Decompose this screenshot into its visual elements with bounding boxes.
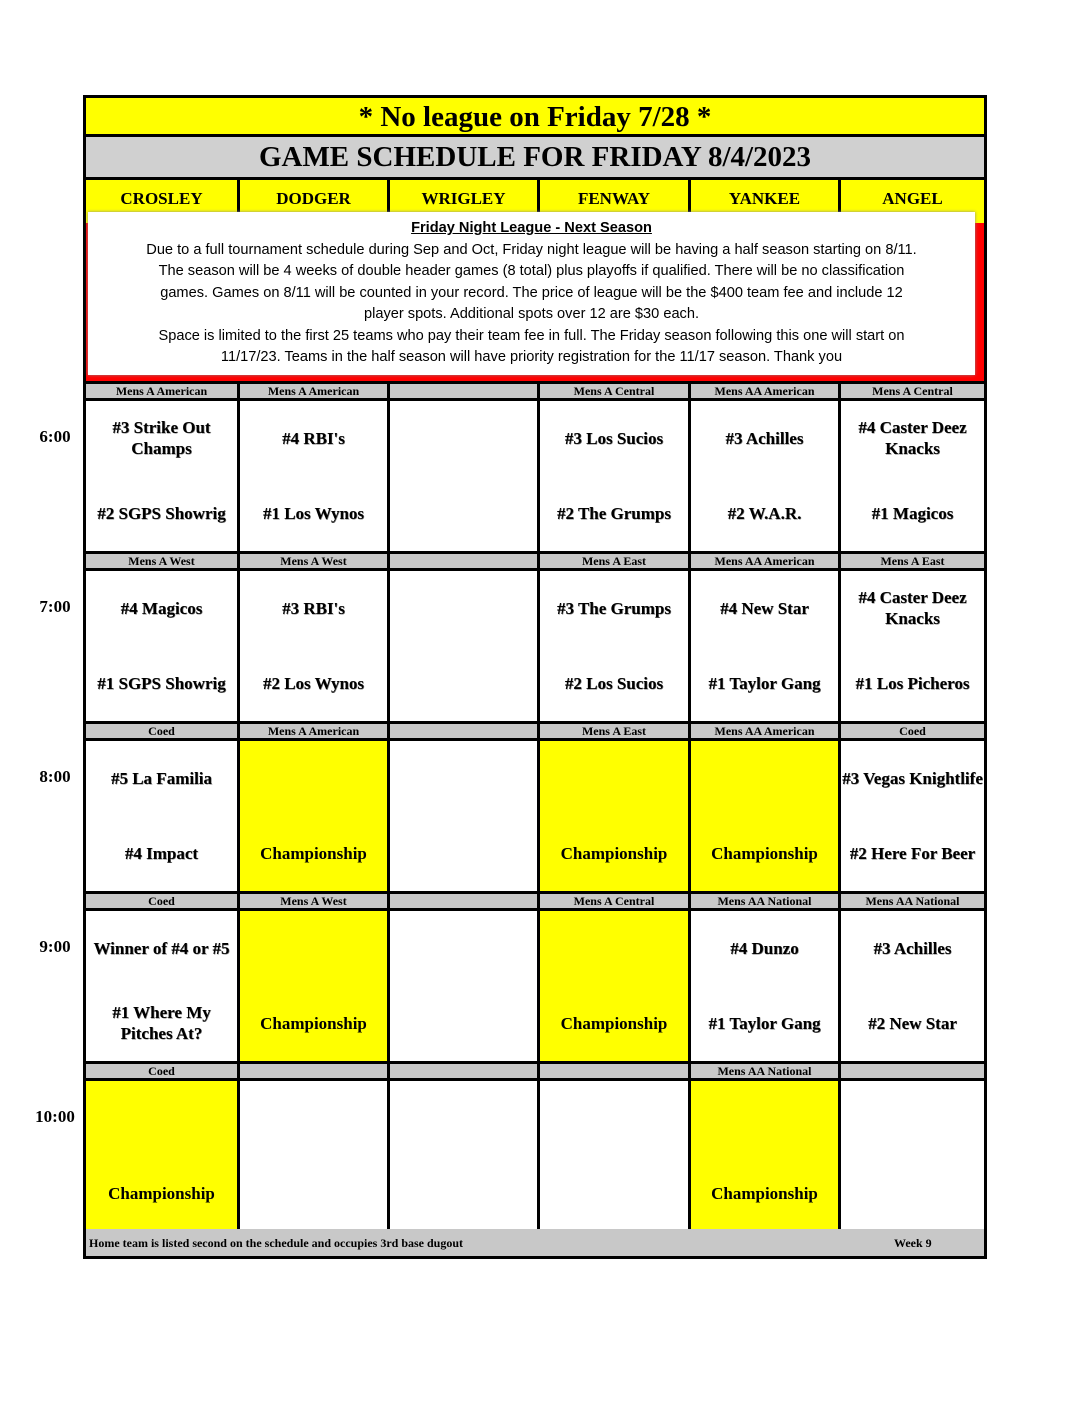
game-row (86, 1081, 984, 1231)
game-cell (537, 741, 688, 891)
game-cell (387, 571, 537, 721)
game-cell (237, 401, 387, 551)
game-cell (688, 571, 838, 721)
division-label: Mens A East (537, 724, 688, 738)
championship-label: Championship (711, 843, 818, 863)
field-header-dodger: DODGER (237, 180, 387, 223)
away-team: #4 Caster Deez Knacks (858, 588, 967, 628)
game-cell (838, 401, 984, 551)
division-label: Mens AA National (838, 894, 984, 908)
division-row (86, 551, 984, 571)
home-team: #1 SGPS Showrig (97, 673, 226, 693)
time-label: 7:00 (39, 597, 71, 616)
division-label: Coed (838, 724, 984, 738)
game-cell (537, 911, 688, 1061)
game-row (86, 911, 984, 1061)
game-cell (838, 911, 984, 1061)
division-label (387, 724, 537, 738)
division-label: Mens A American (237, 724, 387, 738)
announcement-line: 11/17/23. Teams in the half season will have priority registration for the 11/17 season. Thank you (220, 349, 843, 365)
away-team: #4 Magicos (120, 598, 203, 618)
field-header-yankee: YANKEE (688, 180, 838, 223)
division-label: Mens AA American (688, 554, 838, 568)
division-label: Mens AA American (688, 724, 838, 738)
time-label: 9:00 (39, 937, 71, 956)
home-team: #1 Taylor Gang (708, 673, 821, 693)
away-team: #3 Vegas Knightlife (842, 768, 983, 788)
field-header-wrigley: WRIGLEY (387, 180, 537, 223)
division-label (387, 1064, 537, 1078)
time-label: 10:00 (35, 1107, 75, 1126)
away-team: #4 Caster Deez Knacks (858, 418, 967, 458)
game-cell (387, 1081, 537, 1231)
division-label: Coed (148, 724, 175, 738)
home-team: #2 W.A.R. (727, 503, 802, 523)
division-label (237, 1064, 387, 1078)
page-title: GAME SCHEDULE FOR FRIDAY 8/4/2023 (86, 137, 984, 180)
game-cell (838, 741, 984, 891)
game-cell (86, 911, 237, 1061)
division-label: Mens A West (237, 894, 387, 908)
division-row (86, 1061, 984, 1081)
championship-label: Championship (560, 1013, 668, 1033)
division-row (86, 721, 984, 741)
game-row (86, 571, 984, 721)
home-team: #2 The Grumps (557, 503, 671, 523)
division-label (387, 384, 537, 398)
division-label: Mens A West (237, 554, 387, 568)
division-label: Coed (148, 894, 175, 908)
announcement-box (88, 212, 975, 375)
week-label: Week 9 (894, 1236, 932, 1250)
game-cell (387, 911, 537, 1061)
game-cell (838, 1081, 984, 1231)
away-team: #3 Los Sucios (564, 428, 664, 448)
division-label: Coed (148, 1064, 175, 1078)
home-team-note: Home team is listed second on the schedule and occupies 3rd base dugout (89, 1236, 464, 1250)
announcement-line: The season will be 4 weeks of double header games (8 total) plus playoffs if qualified. There will be no classification (158, 263, 905, 279)
game-cell (86, 1081, 237, 1231)
announcement-line: Space is limited to the first 25 teams who pay their team fee in full. The Friday season following this one will start on (158, 327, 905, 344)
game-cell (537, 571, 688, 721)
schedule-grid (86, 381, 984, 1231)
announcement-title: Friday Night League - Next Season (411, 220, 652, 236)
division-row (86, 891, 984, 911)
division-label: Mens A Central (537, 894, 688, 908)
away-team: #4 New Star (720, 598, 809, 618)
field-header-angel: ANGEL (838, 180, 984, 223)
away-team: #4 RBI's (282, 428, 345, 448)
game-cell (838, 571, 984, 721)
game-cell (688, 1081, 838, 1231)
home-team: #4 Impact (124, 843, 199, 863)
championship-label: Championship (711, 1183, 818, 1203)
away-team: #3 Achilles (873, 938, 952, 958)
home-team: #2 Los Wynos (262, 673, 365, 693)
home-team: #1 Los Wynos (262, 503, 365, 523)
division-label (387, 894, 537, 908)
game-cell (688, 401, 838, 551)
time-label: 6:00 (39, 427, 71, 446)
time-label: 8:00 (39, 767, 71, 786)
game-cell (86, 401, 237, 551)
game-row (86, 401, 984, 551)
division-label: Mens A West (128, 554, 195, 568)
division-label: Mens A Central (537, 384, 688, 398)
division-label: Mens A East (537, 554, 688, 568)
division-label: Mens A Central (838, 384, 984, 398)
championship-label: Championship (560, 843, 668, 863)
division-label: Mens AA American (688, 384, 838, 398)
away-team: #3 RBI's (282, 598, 345, 618)
championship-label: Championship (260, 1013, 367, 1033)
championship-label: Championship (260, 843, 367, 863)
field-header-crosley: CROSLEY (86, 180, 237, 223)
no-league-banner: * No league on Friday 7/28 * (86, 98, 984, 137)
game-cell (237, 911, 387, 1061)
away-team: #3 Achilles (725, 428, 804, 448)
footer (86, 1229, 984, 1256)
game-cell (86, 571, 237, 721)
division-label: Mens AA National (688, 894, 838, 908)
division-label: Mens AA National (688, 1064, 838, 1078)
game-cell (237, 741, 387, 891)
division-label (387, 554, 537, 568)
division-label: Mens A East (838, 554, 984, 568)
division-label (537, 1064, 688, 1078)
home-team: #1 Magicos (871, 503, 954, 523)
announcement-line: player spots. Additional spots over 12 are $30 each. (363, 306, 700, 322)
home-team: #2 New Star (868, 1013, 957, 1033)
championship-label: Championship (108, 1183, 215, 1203)
division-label: Mens A American (237, 384, 387, 398)
away-team: #3 Strike Out Champs (112, 418, 211, 458)
division-label (838, 1064, 984, 1078)
announcement-line: Due to a full tournament schedule during Sep and Oct, Friday night league will be having a half season starting on 8/11. (146, 241, 917, 258)
announcement-line: games. Games on 8/11 will be counted in your record. The price of league will be the $400 team fee and include 12 (160, 284, 903, 301)
game-cell (237, 571, 387, 721)
home-team: #1 Where My Pitches At? (112, 1003, 211, 1043)
game-cell (237, 1081, 387, 1231)
game-cell (688, 741, 838, 891)
away-team: #3 The Grumps (557, 598, 671, 618)
away-team: #5 La Familia (110, 768, 213, 788)
home-team: #2 SGPS Showrig (97, 503, 226, 523)
game-row (86, 741, 984, 891)
home-team: #1 Los Picheros (855, 673, 970, 693)
game-cell (537, 1081, 688, 1231)
division-label: Mens A American (115, 384, 208, 398)
field-header-fenway: FENWAY (537, 180, 688, 223)
home-team: #2 Los Sucios (564, 673, 664, 693)
away-team: Winner of #4 or #5 (93, 938, 230, 958)
home-team: #1 Taylor Gang (708, 1013, 821, 1033)
game-cell (387, 401, 537, 551)
game-cell (86, 741, 237, 891)
game-cell (387, 741, 537, 891)
game-cell (537, 401, 688, 551)
away-team: #4 Dunzo (730, 938, 799, 958)
home-team: #2 Here For Beer (849, 843, 976, 863)
game-cell (688, 911, 838, 1061)
division-row (86, 381, 984, 401)
